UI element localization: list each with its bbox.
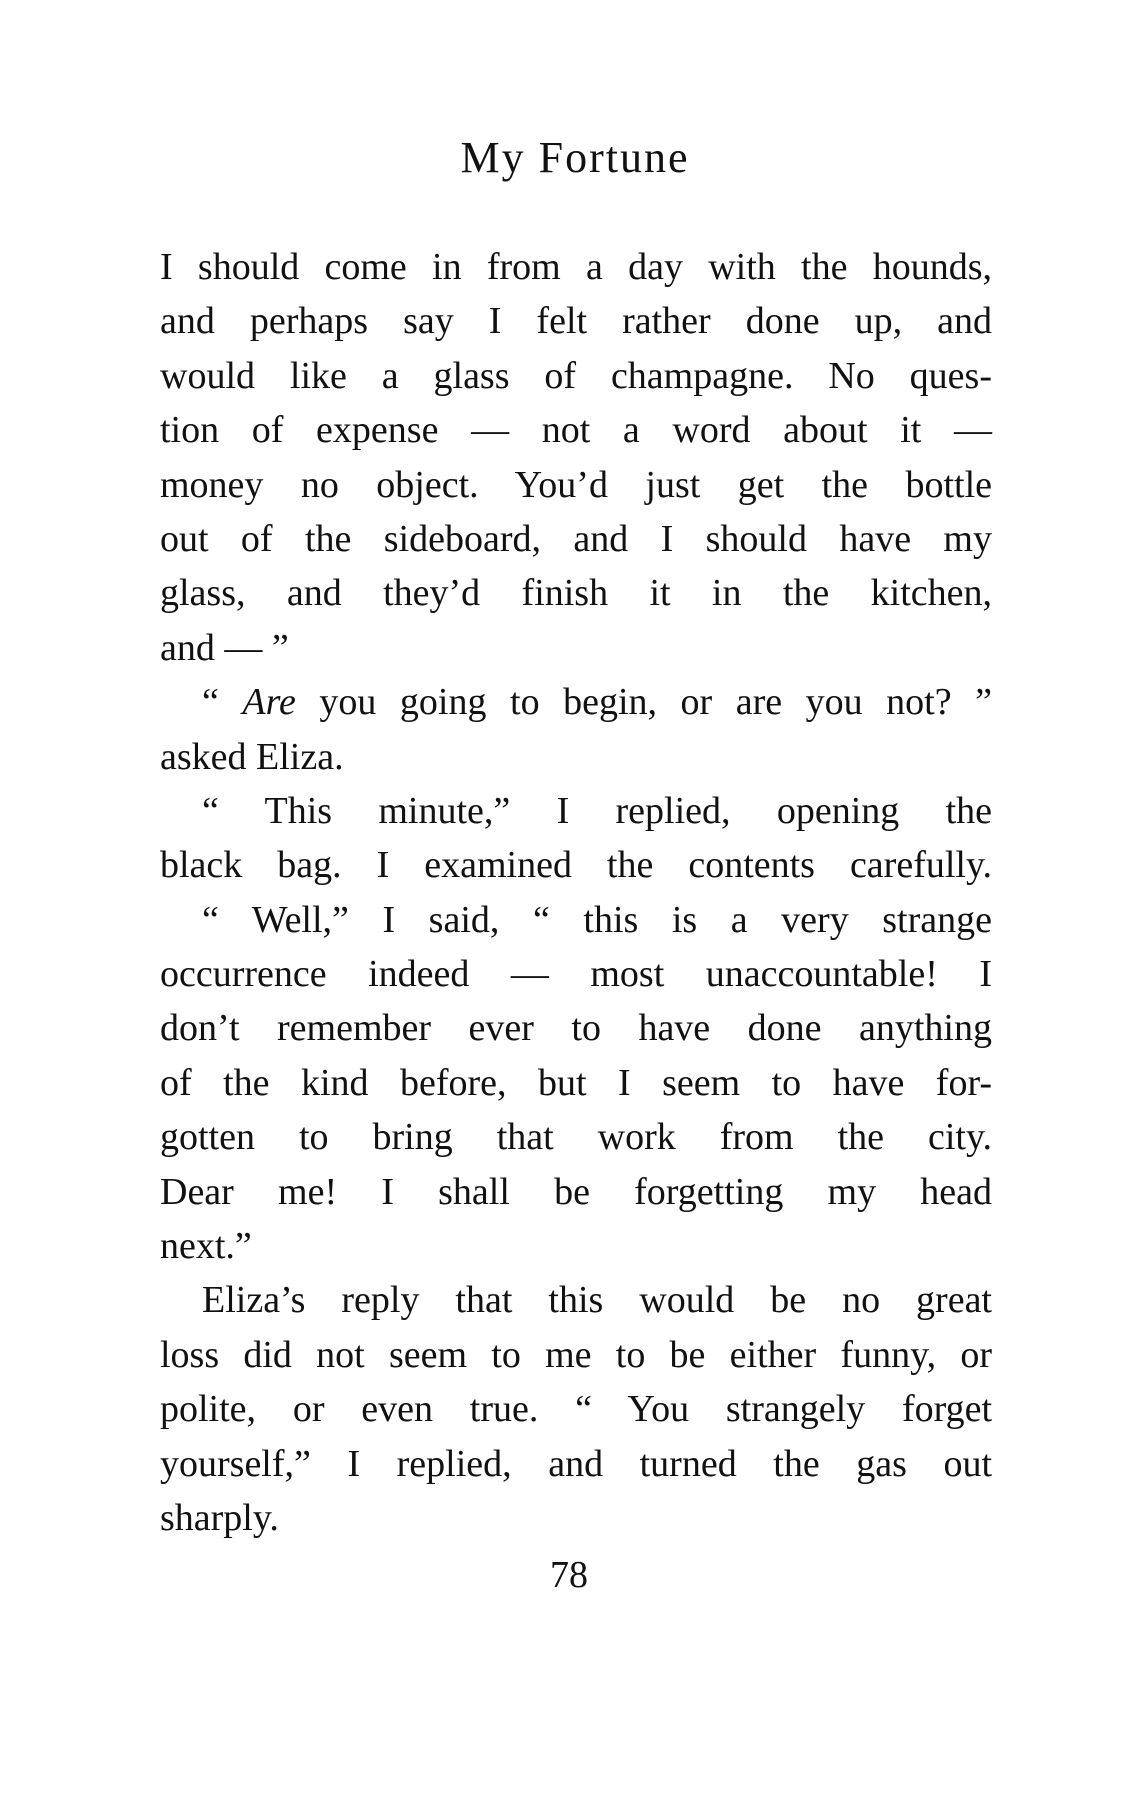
text-line: gotten to bring that work from the city. [160, 1116, 992, 1159]
text-line: “ Well,” I said, “ this is a very strange [202, 898, 992, 941]
quote-open: “ [202, 681, 243, 724]
text-line: asked Eliza. [160, 735, 344, 778]
text-line: occurrence indeed — most unaccountable! I [160, 953, 992, 996]
text-line: money no object. You’d just get the bottle [160, 463, 992, 506]
text-line: yourself,” I replied, and turned the gas out [160, 1442, 992, 1485]
text-line: and perhaps say I felt rather done up, and [160, 300, 992, 343]
text-line: would like a glass of champagne. No ques- [160, 354, 992, 397]
running-head: My Fortune [460, 133, 690, 182]
body-text [160, 240, 992, 1545]
text-line: black bag. I examined the contents carefully. [160, 844, 992, 887]
italic-word: Are [242, 681, 296, 724]
text-line: glass, and they’d finish it in the kitchen, [160, 572, 992, 615]
text-line: “ This minute,” I replied, opening the [202, 789, 992, 832]
text-line: loss did not seem to me to be either funny, or [160, 1333, 992, 1376]
text-line: next.” [160, 1225, 252, 1268]
text-line: polite, or even true. “ You strangely forget [160, 1388, 992, 1431]
text-line: sharply. [160, 1496, 279, 1539]
text-line: and — ” [160, 626, 289, 669]
text-line [160, 675, 992, 729]
text-line: Dear me! I shall be forgetting my head [160, 1170, 992, 1213]
text-line: tion of expense — not a word about it — [160, 409, 992, 452]
text-line: I should come in from a day with the hounds, [160, 246, 992, 288]
line-remainder: you going to begin, or are you not? ” [295, 681, 992, 724]
text-line: of the kind before, but I seem to have for- [160, 1061, 992, 1104]
text-line: out of the sideboard, and I should have my [160, 517, 992, 560]
page-number: 78 [550, 1554, 588, 1596]
text-line: don’t remember ever to have done anything [160, 1007, 992, 1050]
text-line: Eliza’s reply that this would be no great [202, 1279, 992, 1322]
